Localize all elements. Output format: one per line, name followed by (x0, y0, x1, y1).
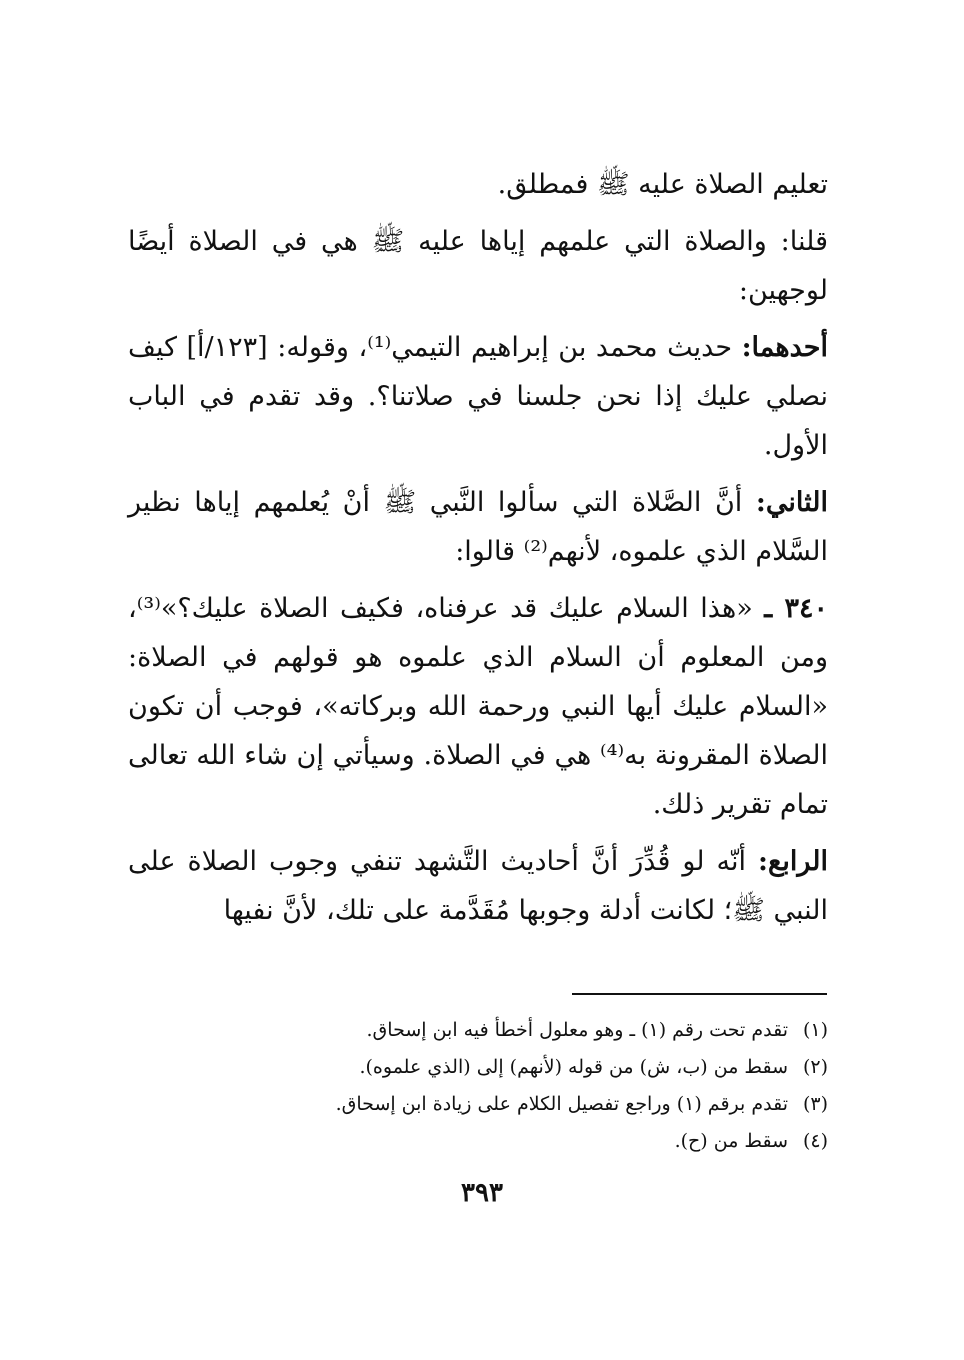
paragraph-6 (128, 837, 828, 935)
paragraph-text: تعليم الصلاة عليه ﷺ فمطلق. (497, 169, 828, 200)
footnote-3 (200, 1086, 828, 1123)
footnote-text: تقدم برقم (١) وراجع تفصيل الكلام على زيادة ابن إسحاق. (335, 1093, 788, 1115)
footnotes (200, 1012, 828, 1160)
footnote-2 (200, 1049, 828, 1086)
paragraph-text: حديث محمد بن إبراهيم التيمي⁽¹⁾، وقوله: [١٢٣/أ] كيف نصلي عليك إذا نحن جلسنا في صلاتنا؟. وقد تقدم في الباب الأول. (128, 332, 828, 461)
paragraph-1 (128, 160, 828, 209)
paragraph-text: قلنا: والصلاة التي علمهم إياها عليه ﷺ هي في الصلاة أيضًا لوجهين: (128, 226, 828, 306)
paragraph-2 (128, 217, 828, 315)
footnote-text: سقط من (ب، ش) من قوله (لأنهم) إلى (الذي علموه). (359, 1056, 788, 1078)
footnote-number: (٢) (802, 1056, 828, 1078)
footnote-number: (٣) (802, 1093, 828, 1115)
hadith-number: ٣٤٠ ـ (764, 593, 828, 624)
paragraph-lead: الرابع: (758, 846, 828, 877)
footnote-number: (١) (802, 1019, 828, 1041)
footnote-text: تقدم تحت رقم (١) ـ وهو معلول أخطأ فيه ابن إسحاق. (366, 1019, 788, 1041)
paragraph-4 (128, 478, 828, 576)
footnote-4 (200, 1123, 828, 1160)
footnote-separator (572, 993, 827, 995)
paragraph-text: «هذا السلام عليك قد عرفناه، فكيف الصلاة عليك؟»⁽³⁾، ومن المعلوم أن السلام الذي علموه هو قولهم في الصلاة: «السلام عليك أيها النبي ورحمة الله وبركاته»، فوجب أن تكون الصلاة المقرونة به⁽⁴⁾ هي في الصلاة. وسيأتي إن شاء الله تعالى تمام تقرير ذلك. (128, 593, 829, 820)
page-number: ٣٩٣ (461, 1178, 503, 1208)
footnote-number: (٤) (802, 1130, 828, 1152)
footnote-text: سقط من (ح). (674, 1130, 788, 1152)
paragraph-text: أنَّ الصَّلاة التي سألوا النَّبي ﷺ أنْ يُعلمهم إياها نظير السَّلام الذي علموه، لأنهم⁽²⁾ قالوا: (128, 487, 828, 567)
paragraph-3 (128, 323, 828, 470)
paragraph-lead: أحدهما: (741, 332, 828, 363)
main-text (128, 160, 828, 943)
paragraph-lead: الثاني: (755, 487, 828, 518)
paragraph-text: أنّه لو قُدِّرَ أنَّ أحاديث التَّشهد تنفي وجوب الصلاة على النبي ﷺ؛ لكانت أدلة وجوبها مُقَدَّمة على تلك، لأنَّ نفيها (128, 846, 828, 926)
paragraph-5 (128, 584, 828, 829)
footnote-1 (200, 1012, 828, 1049)
